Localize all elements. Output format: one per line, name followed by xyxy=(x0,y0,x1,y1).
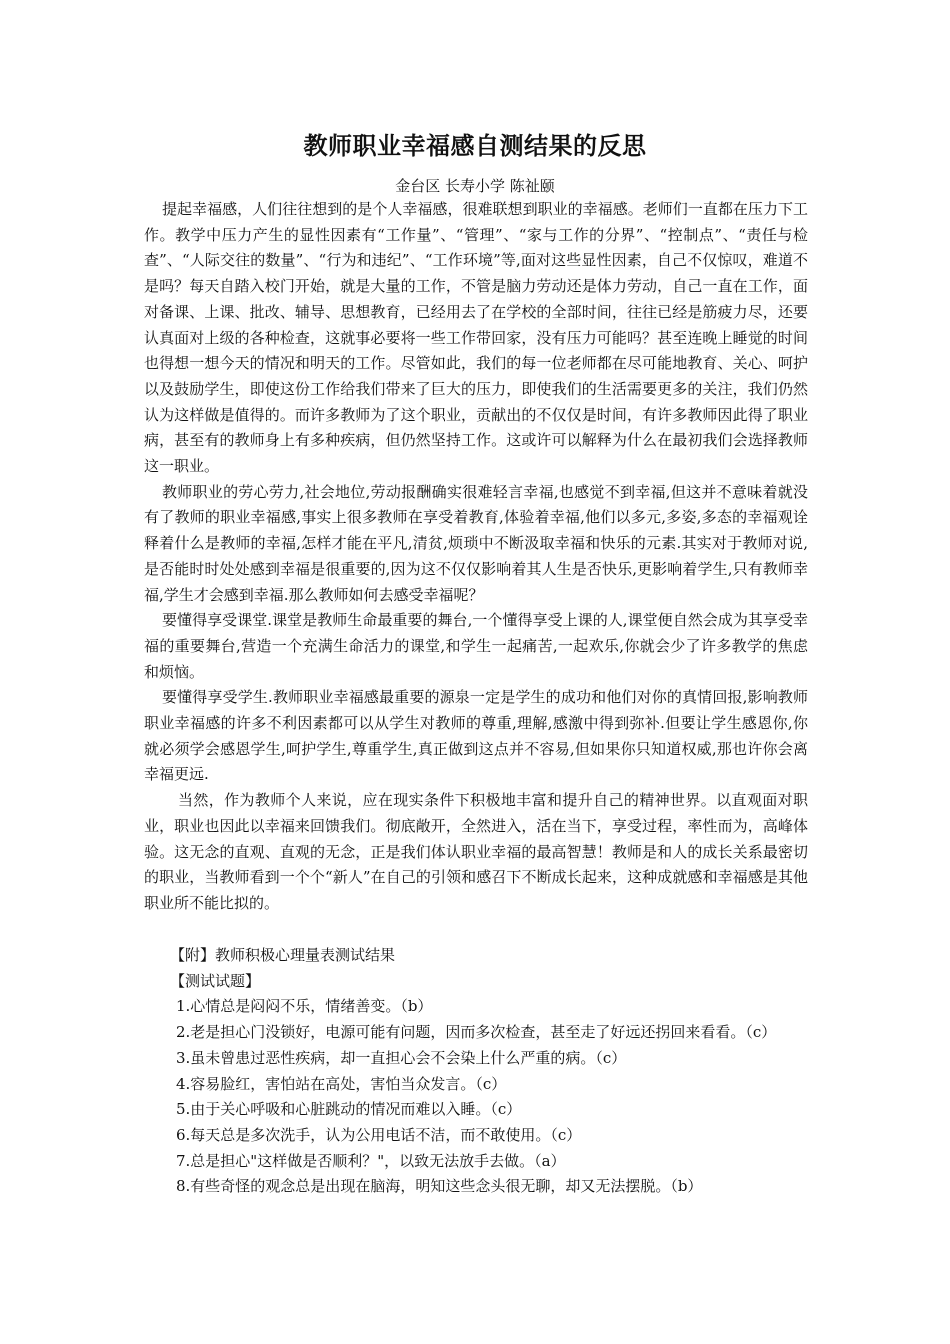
question-item: 2.老是担心门没锁好，电源可能有问题，因而多次检查，甚至走了好远还拐回来看看。（c） xyxy=(176,1023,777,1042)
question-item: 5.由于关心呼吸和心脏跳动的情况而难以入睡。（c） xyxy=(176,1100,522,1119)
appendix-subheading: 【测试试题】 xyxy=(170,971,261,990)
body-paragraph: 教师职业的劳心劳力,社会地位,劳动报酬确实很难轻言幸福,也感觉不到幸福,但这并不意味着就没有了教师的职业幸福感,事实上很多教师在享受着教育,体验着幸福,他们以多元,多姿,多态的幸福观诠释着什么是教师的幸福,怎样才能在平凡,清贫,烦琐中不断汲取幸福和快乐的元素.其实对于教师对说,是否能时时处处感到幸福是很重要的,因为这不仅仅影响着其人生是否快乐,更影响着学生,只有教师幸福,学生才会感到幸福.那么教师如何去感受幸福呢？ xyxy=(144,482,808,604)
appendix-heading: 【附】教师积极心理量表测试结果 xyxy=(170,946,396,964)
question-item: 4.容易脸红，害怕站在高处，害怕当众发言。（c） xyxy=(176,1074,507,1093)
question-item: 6.每天总是多次洗手，认为公用电话不洁，而不敢使用。（c） xyxy=(176,1125,582,1144)
document-body xyxy=(144,197,808,917)
document-author: 金台区 长寿小学 陈祉颐 xyxy=(395,177,555,195)
body-paragraph: 提起幸福感，人们往往想到的是个人幸福感，很难联想到职业的幸福感。老师们一直都在压力下工作。教学中压力产生的显性因素有“工作量”、“管理”、“家与工作的分界”、“控制点”、“责任与检查”、“人际交往的数量”、“行为和违纪”、“工作环境”等,面对这些显性因素，自己不仅惊叹，难道不是吗？每天自踏入校门开始，就是大量的工作，不管是脑力劳动还是体力劳动，自己一直在工作，面对备课、上课、批改、辅导、思想教育，已经用去了在学校的全部时间，往往已经是筋疲力尽，还要认真面对上级的各种检查，这就事必要将一些工作带回家，没有压力可能吗？甚至连晚上睡觉的时间也得想一想今天的情况和明天的工作。尽管如此，我们的每一位老师都在尽可能地教育、关心、呵护以及鼓励学生，即使这份工作给我们带来了巨大的压力，即使我们的生活需要更多的关注，我们仍然认为这样做是值得的。而许多教师为了这个职业，贡献出的不仅仅是时间，有许多教师因此得了职业病，甚至有的教师身上有多种疾病，但仍然坚持工作。这或许可以解释为什么在最初我们会选择教师这一职业。 xyxy=(144,200,808,476)
document-title: 教师职业幸福感自测结果的反思 xyxy=(303,132,647,160)
body-paragraph: 要懂得享受课堂.课堂是教师生命最重要的舞台,一个懂得享受上课的人,课堂便自然会成为其享受幸福的重要舞台,营造一个充满生命活力的课堂,和学生一起痛苦,一起欢乐,你就会少了许多教学的焦虑和烦恼。 xyxy=(144,611,808,681)
question-item: 3.虽未曾患过恶性疾病，却一直担心会不会染上什么严重的病。（c） xyxy=(176,1048,627,1067)
question-item: 1.心情总是闷闷不乐，情绪善变。（b） xyxy=(176,997,433,1016)
appendix-section xyxy=(144,943,808,1200)
question-item: 7.总是担心"这样做是否顺利？"，以致无法放手去做。（a） xyxy=(176,1151,566,1170)
body-paragraph: 要懂得享受学生.教师职业幸福感最重要的源泉一定是学生的成功和他们对你的真情回报,影响教师职业幸福感的许多不利因素都可以从学生对教师的尊重,理解,感激中得到弥补.但要让学生感恩你,你就必须学会感恩学生,呵护学生,尊重学生,真正做到这点并不容易,但如果你只知道权威,那也许你会离幸福更远. xyxy=(144,688,808,784)
body-paragraph: 当然，作为教师个人来说，应在现实条件下积极地丰富和提升自己的精神世界。以直观面对职业，职业也因此以幸福来回馈我们。彻底敞开，全然进入，活在当下，享受过程，率性而为，高峰体验。这无念的直观、直观的无念，正是我们体认职业幸福的最高智慧！教师是和人的成长关系最密切的职业，当教师看到一个个“新人”在自己的引领和感召下不断成长起来，这种成就感和幸福感是其他职业所不能比拟的。 xyxy=(144,791,808,912)
question-item: 8.有些奇怪的观念总是出现在脑海，明知这些念头很无聊，却又无法摆脱。（b） xyxy=(176,1177,703,1196)
